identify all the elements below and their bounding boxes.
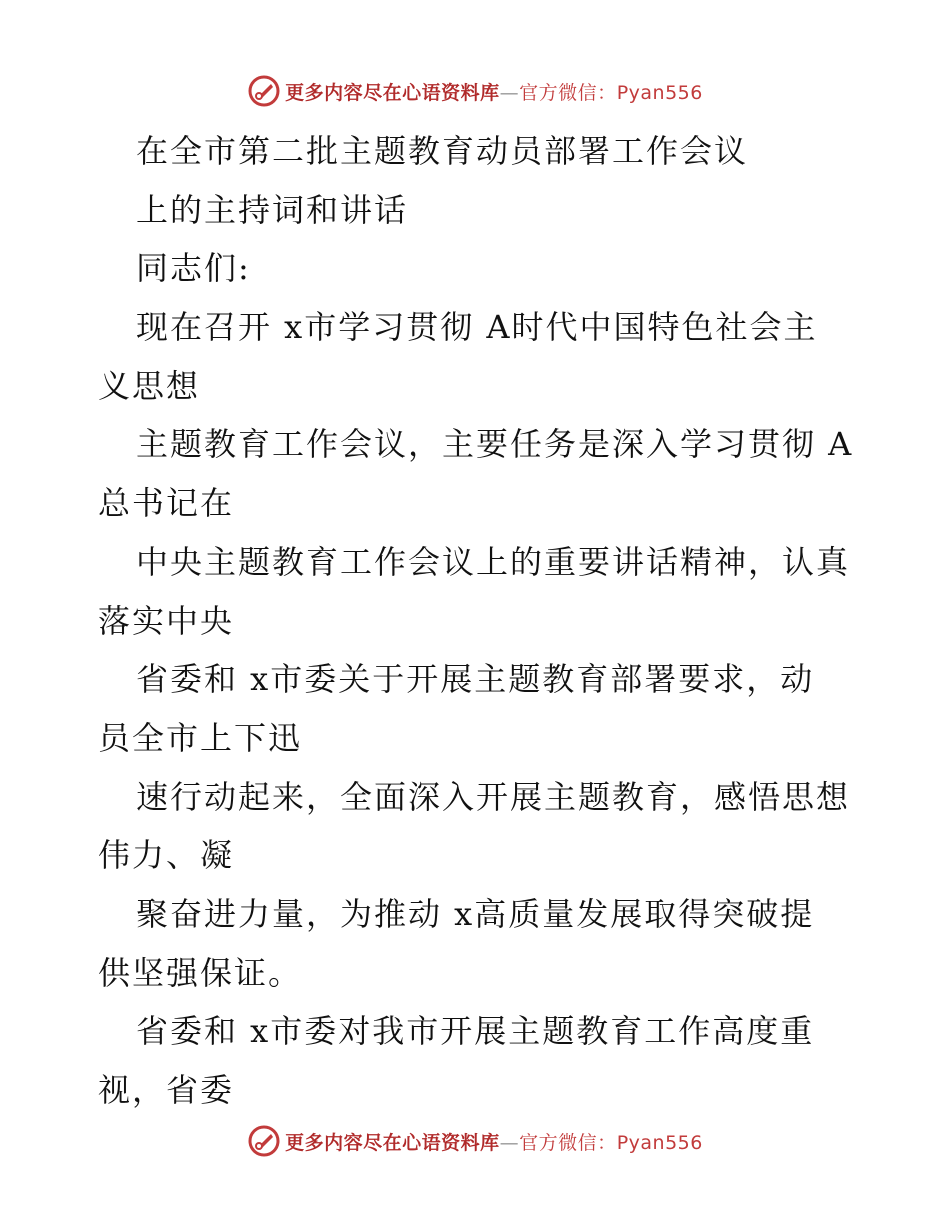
paragraph-line: 聚奋进力量，为推动 x高质量发展取得突破提 [136,894,815,933]
footer-watermark [0,1121,950,1161]
watermark-dash: — [499,81,520,104]
watermark-wechat-id: Pyan556 [616,1131,703,1154]
title-line-2: 上的主持词和讲话 [136,190,409,229]
watermark-wechat-label: 官方微信： [519,81,617,104]
paragraph-line: 员全市上下迅 [98,718,303,757]
paragraph-line: 省委和 x市委关于开展主题教育部署要求，动 [136,660,815,699]
salutation: 同志们: [136,249,251,288]
header-watermark [0,71,950,111]
watermark-wechat-id: Pyan556 [616,81,703,104]
paragraph-line: 供坚强保证。 [98,953,303,992]
paragraph-line: 伟力、凝 [98,836,235,875]
title-line-1: 在全市第二批主题教育动员部署工作会议 [136,132,749,170]
watermark-dash: — [499,1131,520,1154]
paragraph-line: 义思想 [98,366,201,405]
paragraph-line: 视，省委 [98,1071,235,1109]
watermark-library-text: 更多内容尽在心语资料库 [285,81,500,104]
quill-logo-icon [247,1124,281,1158]
quill-logo-icon [247,74,281,108]
paragraph-line: 主题教育工作会议，主要任务是深入学习贯彻 A [136,425,854,464]
document-body [98,122,858,1120]
paragraph-line: 中央主题教育工作会议上的重要讲话精神，认真 [136,542,851,581]
paragraph-line: 落实中央 [98,601,235,640]
paragraph-line: 速行动起来，全面深入开展主题教育，感悟思想 [136,777,851,816]
watermark-library-text: 更多内容尽在心语资料库 [285,1131,500,1154]
paragraph-line: 现在召开 x市学习贯彻 A时代中国特色社会主 [136,308,818,347]
watermark-wechat-label: 官方微信： [519,1131,617,1154]
paragraph-line: 省委和 x市委对我市开展主题教育工作高度重 [136,1012,815,1051]
paragraph-line: 总书记在 [98,484,235,523]
